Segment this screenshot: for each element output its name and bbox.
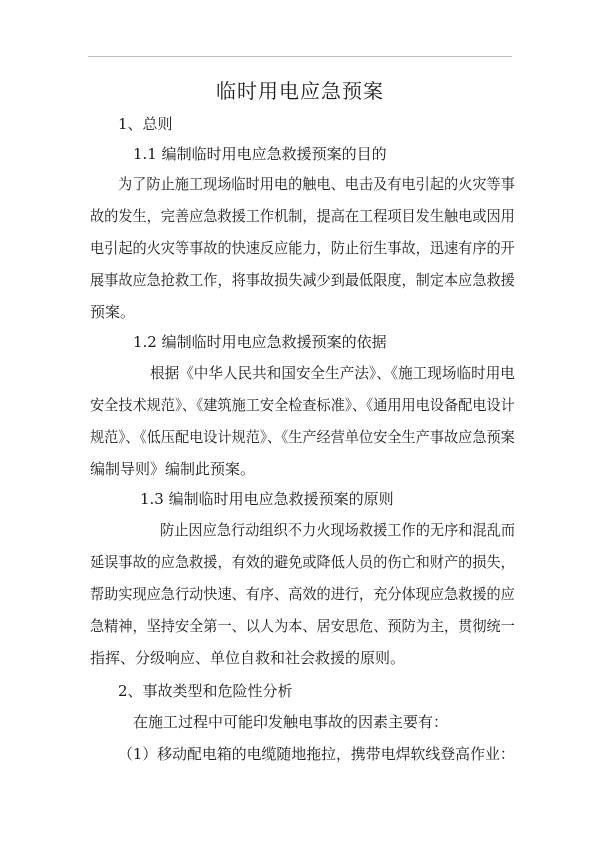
section-1-2-line: 根据《中华人民共和国安全生产法》、《施工现场临时用电 <box>150 364 515 382</box>
section-1-heading: 1、总则 <box>118 115 173 133</box>
header-rule <box>88 56 512 57</box>
section-1-3-line: 防止因应急行动组织不力火现场救援工作的无序和混乱而 <box>160 521 516 539</box>
section-1-1-line: 为了防止施工现场临时用电的触电、电击及有电引起的火灾等事 <box>118 175 515 193</box>
section-2-heading: 2、事故类型和危险性分析 <box>118 682 293 700</box>
section-1-2-line: 规范》、《低压配电设计规范》、《生产经营单位安全生产事故应急预案 <box>90 428 515 446</box>
section-1-1-line: 展事故应急抢救工作，将事故损失减少到最低限度，制定本应急救援 <box>90 271 515 289</box>
section-1-2-heading: 1.2 编制临时用电应急救援预案的依据 <box>133 333 387 351</box>
section-1-3-line: 延误事故的应急救援，有效的避免或降低人员的伤亡和财产的损失， <box>90 553 515 571</box>
section-1-1-heading: 1.1 编制临时用电应急救援预案的目的 <box>133 145 387 163</box>
section-2-intro: 在施工过程中可能印发触电事故的因素主要有： <box>133 713 449 731</box>
section-1-3-line: 急精神，坚持安全第一、以人为本、居安思危、预防为主，贯彻统一 <box>90 617 515 635</box>
section-1-3-heading: 1.3 编制临时用电应急救援预案的原则 <box>140 490 394 508</box>
section-1-2-line: 编制导则》编制此预案。 <box>90 460 256 478</box>
section-1-1-line: 预案。 <box>90 303 136 321</box>
section-1-3-line: 指挥、分级响应、单位自救和社会救援的原则。 <box>90 649 406 667</box>
section-1-1-line: 故的发生，完善应急救援工作机制，提高在工程项目发生触电或因用 <box>90 207 515 225</box>
section-1-2-line: 安全技术规范》、《建筑施工安全检查标准》、《通用用电设备配电设计 <box>90 396 515 414</box>
section-2-item: （1）移动配电箱的电缆随地拖拉，携带电焊软线登高作业： <box>118 745 515 763</box>
section-1-1-line: 电引起的火灾等事故的快速反应能力，防止衍生事故，迅速有序的开 <box>90 239 515 257</box>
document-title: 临时用电应急预案 <box>216 79 384 103</box>
section-1-3-line: 帮助实现应急行动快速、有序、高效的进行，充分体现应急救援的应 <box>90 585 515 603</box>
